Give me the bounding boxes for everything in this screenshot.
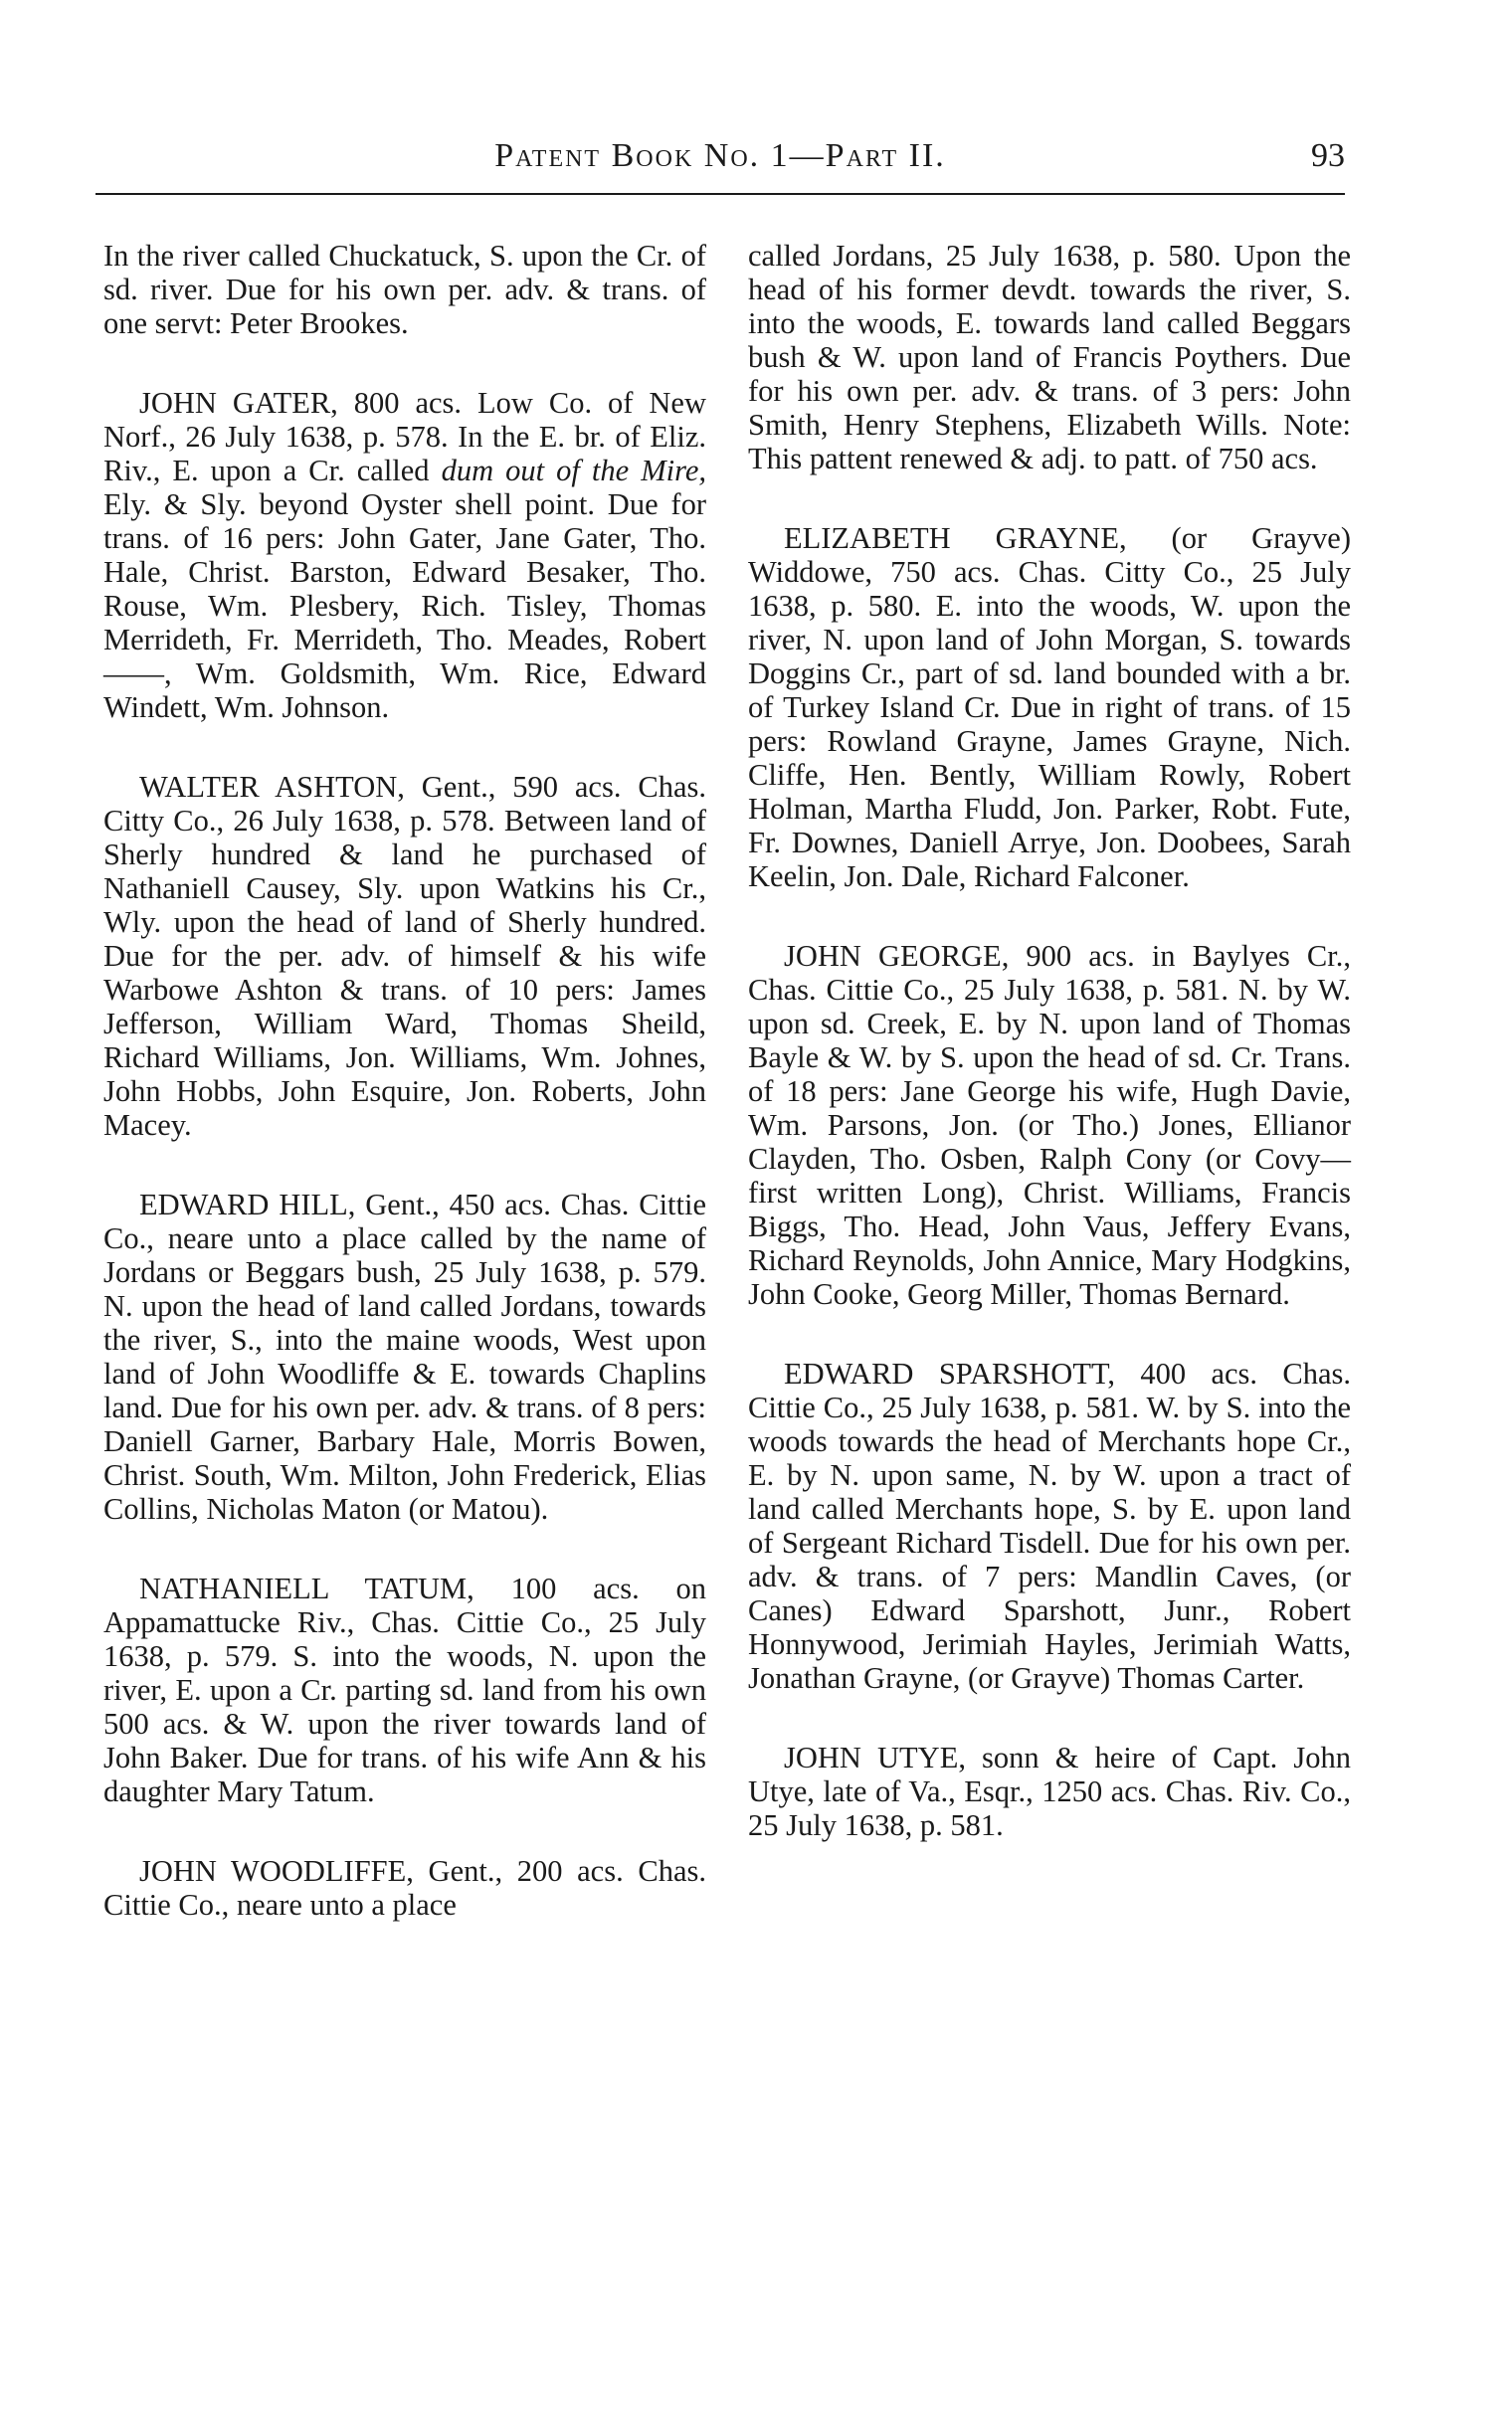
entry-text: Ely. & Sly. beyond Oyster shell point. Due for trans. of 16 pers: John Gater, Jane Gater, Tho. Hale, Christ. Barston, Edward Besaker, Tho. Rouse, Wm. Plesbery, Rich. Tisley, Thomas Merrideth, Fr. Merrideth, Tho. Meades, Robert ——, Wm. Goldsmith, Wm. Rice, Edward Windett, Wm. Johnson. [103,487,706,724]
patent-entry [748,521,1351,893]
entry-text: Gent., 590 acs. Chas. Citty Co., 26 July 1638, p. 578. Between land of Sherly hundred & land he purchased of Nathaniell Causey, Sly. upon Watkins his Cr., Wly. upon the head of land of Sherly hundred. Due for the per. adv. of himself & his wife Warbowe Ashton & trans. of 10 pers: James Jefferson, William Ward, Thomas Sheild, Richard Williams, Jon. Williams, Wm. Johnes, John Hobbs, John Esquire, Jon. Roberts, John Macey. [103,770,706,1142]
entry-text: (or Grayve) Widdowe, 750 acs. Chas. Citty Co., 25 July 1638, p. 580. E. into the woods, W. upon the river, N. upon land of John Morgan, S. towards Doggins Cr., part of sd. land bounded with a br. of Turkey Island Cr. Due in right of trans. of 15 pers: Rowland Grayne, James Grayne, Nich. Cliffe, Hen. Bently, William Rowly, Robert Holman, Martha Fludd, Jon. Parker, Robt. Fute, Fr. Downes, Daniell Arrye, Jon. Doobees, Sarah Keelin, Jon. Dale, Richard Falconer. [748,521,1351,893]
patent-entry [103,770,706,1142]
patentee-name: JOHN GEORGE, [784,939,1010,973]
entry-italic-text: dum out of the Mire, [441,454,706,487]
entry-text: Gent., 200 acs. Chas. Cittie Co., neare unto a place [103,1854,706,1922]
entry-text: 100 acs. on Appamattucke Riv., Chas. Cittie Co., 25 July 1638, p. 579. S. into the woods, N. upon the river, E. upon a Cr. parting sd. land from his own 500 acs. & W. upon the river towards land of John Baker. Due for trans. of his wife Ann & his daughter Mary Tatum. [103,1572,706,1808]
entry-text: called Jordans, 25 July 1638, p. 580. Upon the head of his former devdt. towards the river, S. into the woods, E. towards land called Beggars bush & W. upon land of Francis Poythers. Due for his own per. adv. & trans. of 3 pers: John Smith, Henry Stephens, Elizabeth Wills. Note: This pattent renewed & adj. to patt. of 750 acs. [748,239,1351,475]
entry-text: sonn & heire of Capt. John Utye, late of Va., Esqr., 1250 acs. Chas. Riv. Co., 25 July 1638, p. 581. [748,1741,1351,1842]
entry-text: 800 acs. Low Co. of New Norf., 26 July 1638, p. 578. In the E. br. of Eliz. Riv., E. upon a Cr. called [103,386,706,487]
page-header [95,137,1345,193]
header-rule [95,193,1345,195]
patent-entry [103,1854,706,1922]
patent-entry [103,1572,706,1808]
entry-text: In the river called Chuckatuck, S. upon the Cr. of sd. river. Due for his own per. adv. & trans. of one servt: Peter Brookes. [103,239,706,340]
running-title: Patent Book No. 1—Part II. [494,137,946,174]
patent-entry [748,1357,1351,1695]
entry-text: Gent., 450 acs. Chas. Cittie Co., neare unto a place called by the name of Jordans or Beggars bush, 25 July 1638, p. 579. N. upon the head of land called Jordans, towards the river, S., into the maine woods, West upon land of John Woodliffe & E. towards Chaplins land. Due for his own per. adv. & trans. of 8 pers: Daniell Garner, Barbary Hale, Morris Bowen, Christ. South, Wm. Milton, John Frederick, Elias Collins, Nicholas Maton (or Matou). [103,1188,706,1526]
entry-text: 900 acs. in Baylyes Cr., Chas. Cittie Co., 25 July 1638, p. 581. N. by W. upon sd. Creek, E. by N. upon land of Thomas Bayle & W. by S. upon the head of sd. Cr. Trans. of 18 pers: Jane George his wife, Hugh Davie, Wm. Parsons, Jon. (or Tho.) Jones, Ellianor Clayden, Tho. Osben, Ralph Cony (or Covy—first written Long), Christ. Williams, Francis Biggs, Tho. Head, John Vaus, Jeffery Evans, Richard Reynolds, John Annice, Mary Hodgkins, John Cooke, Georg Miller, Thomas Bernard. [748,939,1351,1311]
right-column [748,239,1351,1888]
patentee-name: ELIZABETH GRAYNE, [784,521,1127,555]
patentee-name: WALTER ASHTON, [139,770,405,804]
entry-continuation [748,239,1351,475]
patent-entry [748,1741,1351,1842]
page-number: 93 [1311,137,1345,174]
patentee-name: JOHN WOODLIFFE, [139,1854,414,1888]
patentee-name: EDWARD HILL, [139,1188,356,1221]
entry-continuation [103,239,706,340]
entry-text: 400 acs. Chas. Cittie Co., 25 July 1638, p. 581. W. by S. into the woods towards the head of Merchants hope Cr., E. by N. upon same, N. by W. upon a tract of land called Merchants hope, S. by E. upon land of Sergeant Richard Tisdell. Due for his own per. adv. & trans. of 7 pers: Mandlin Caves, (or Canes) Edward Sparshott, Junr., Robert Honnywood, Jerimiah Hayles, Jerimiah Watts, Jonathan Grayne, (or Grayve) Thomas Carter. [748,1357,1352,1695]
patent-entry [103,386,706,724]
patent-entry [748,939,1351,1311]
patentee-name: JOHN GATER, [139,386,338,420]
patentee-name: JOHN UTYE, [784,1741,966,1774]
left-column [103,239,706,1967]
patentee-name: EDWARD SPARSHOTT, [784,1357,1115,1391]
patentee-name: NATHANIELL TATUM, [139,1572,474,1605]
patent-entry [103,1188,706,1526]
